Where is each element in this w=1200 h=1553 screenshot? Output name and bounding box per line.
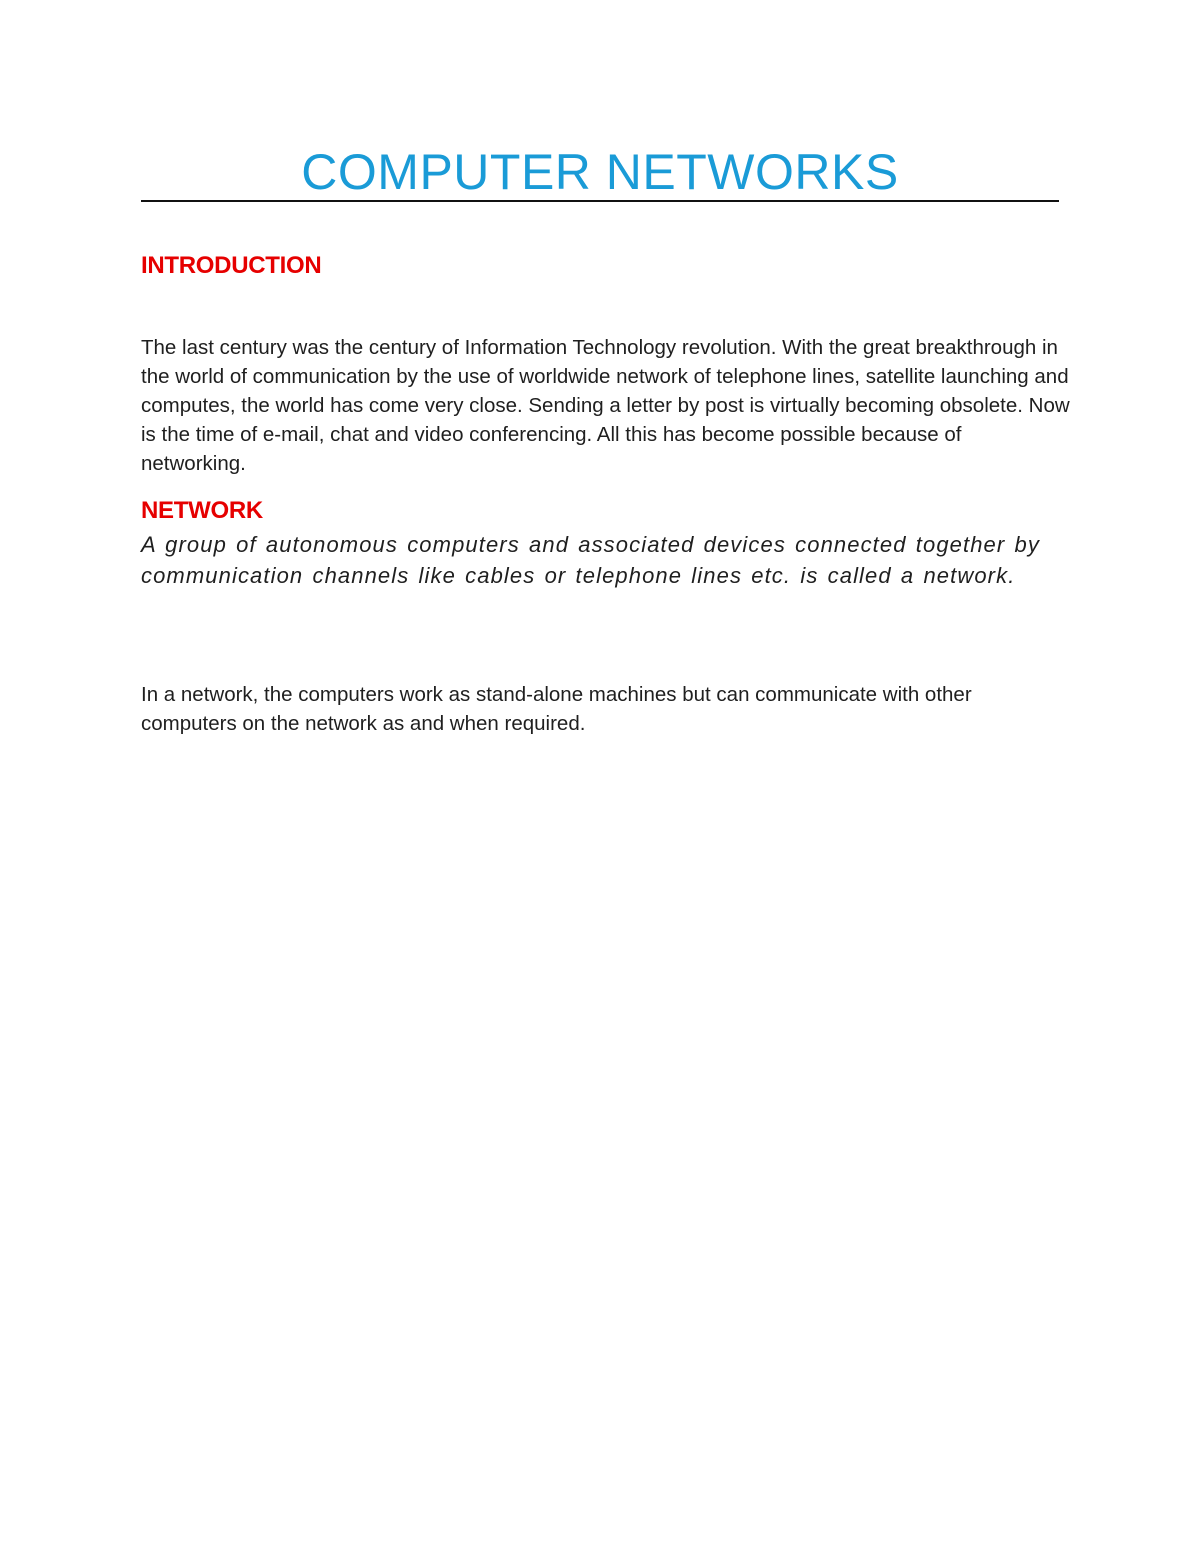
section-heading-introduction: INTRODUCTION xyxy=(141,252,322,279)
section-heading-network: NETWORK xyxy=(141,497,263,524)
introduction-paragraph: The last century was the century of Information Technology revolution. With the great breakthrough in the world of communication by the use of worldwide network of telephone lines, satellite launching and computes, the world has come very close. Sending a letter by post is virtually becoming obsolete. Now is the time of e-mail, chat and video conferencing. All this has become possible because of networking. xyxy=(141,336,1070,475)
network-paragraph: In a network, the computers work as stand-alone machines but can communicate with other computers on the network as and when required. xyxy=(141,683,972,735)
title-underline xyxy=(141,200,1059,202)
document-title: COMPUTER NETWORKS xyxy=(301,144,899,200)
network-definition: A group of autonomous computers and associated devices connected together by communication channels like cables or telephone lines etc. is called a network. xyxy=(141,532,1040,588)
